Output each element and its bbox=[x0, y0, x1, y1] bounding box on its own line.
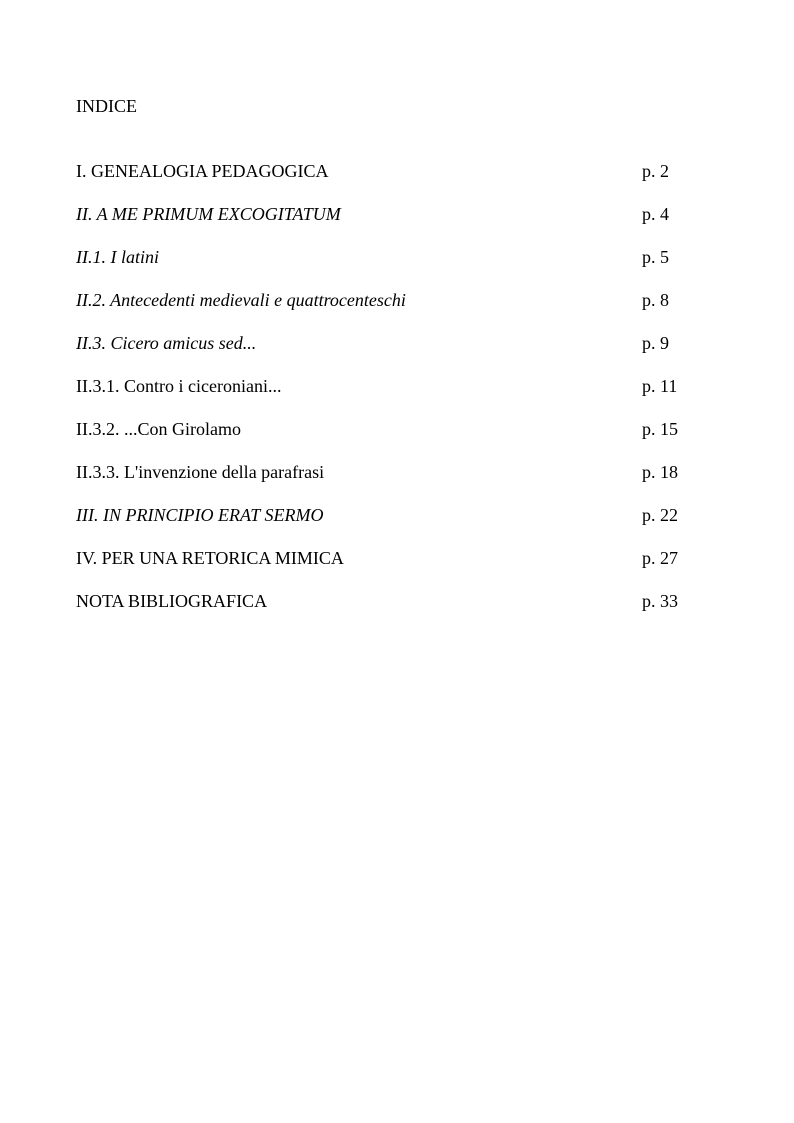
toc-entry bbox=[76, 547, 696, 590]
toc-entry-page: p. 4 bbox=[642, 204, 669, 224]
toc-entry-page: p. 27 bbox=[642, 548, 678, 568]
toc-entry-title: II.3.1. Contro i ciceroniani... bbox=[76, 376, 282, 396]
toc-entry-title: II.2. Antecedenti medievali e quattrocenteschi bbox=[76, 290, 406, 310]
toc-entry bbox=[76, 289, 696, 332]
toc-entry-page: p. 22 bbox=[642, 505, 678, 525]
toc-entry-page: p. 8 bbox=[642, 290, 669, 310]
toc-entry-title: II.3.2. ...Con Girolamo bbox=[76, 419, 241, 439]
page-title: INDICE bbox=[76, 96, 137, 116]
toc-entry bbox=[76, 461, 696, 504]
toc-entry-page: p. 11 bbox=[642, 376, 678, 396]
toc-entry-title: III. IN PRINCIPIO ERAT SERMO bbox=[76, 505, 324, 525]
toc-entry-title: II.3.3. L'invenzione della parafrasi bbox=[76, 462, 325, 482]
toc-entry-page: p. 15 bbox=[642, 419, 678, 439]
toc-entry bbox=[76, 504, 696, 547]
toc-entry-page: p. 5 bbox=[642, 247, 669, 267]
toc-entry bbox=[76, 590, 696, 633]
toc-entry-page: p. 18 bbox=[642, 462, 678, 482]
toc-entry-title: NOTA BIBLIOGRAFICA bbox=[76, 591, 268, 611]
toc-entry-title: I. GENEALOGIA PEDAGOGICA bbox=[76, 161, 329, 181]
table-of-contents bbox=[76, 160, 696, 633]
toc-entry bbox=[76, 418, 696, 461]
toc-entry-title: II.1. I latini bbox=[76, 247, 159, 267]
toc-entry bbox=[76, 203, 696, 246]
toc-entry bbox=[76, 375, 696, 418]
toc-entry-page: p. 9 bbox=[642, 333, 669, 353]
toc-entry-title: IV. PER UNA RETORICA MIMICA bbox=[76, 548, 344, 568]
toc-entry-page: p. 33 bbox=[642, 591, 678, 611]
toc-entry-title: II.3. Cicero amicus sed... bbox=[76, 333, 257, 353]
toc-entry-page: p. 2 bbox=[642, 161, 669, 181]
toc-entry-title: II. A ME PRIMUM EXCOGITATUM bbox=[76, 204, 341, 224]
toc-entry bbox=[76, 332, 696, 375]
toc-entry bbox=[76, 160, 696, 203]
toc-entry bbox=[76, 246, 696, 289]
